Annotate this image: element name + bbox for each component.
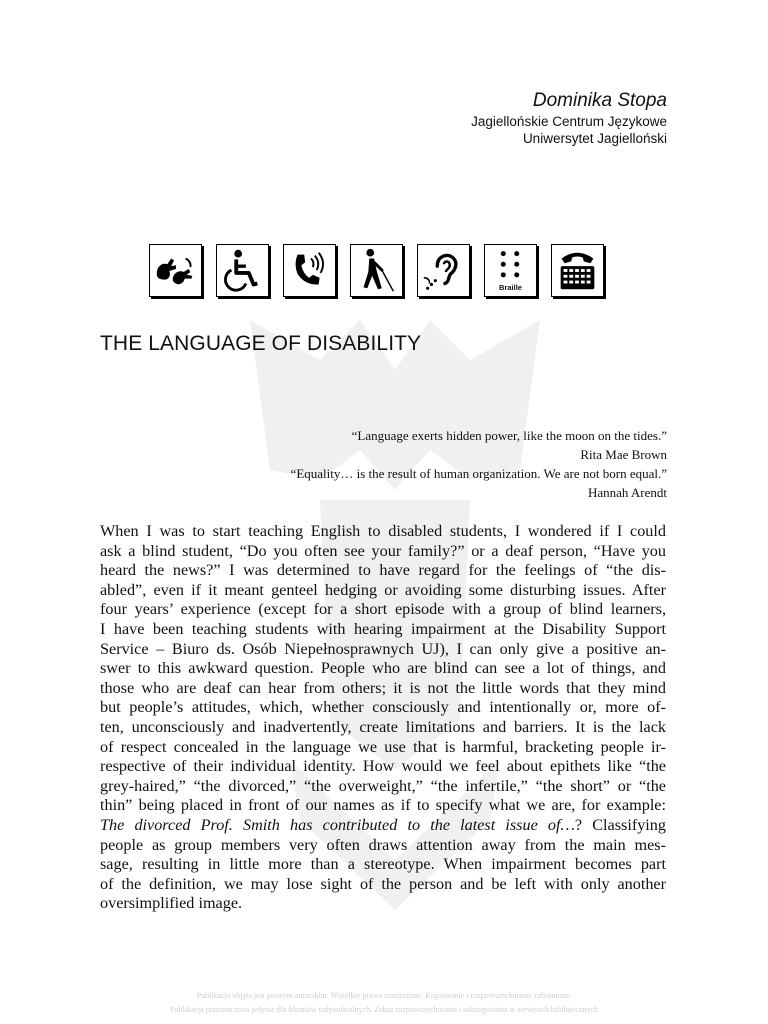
body-line: abled”, even if it meant genteel hedging or avoiding some disturbing issues. After [100, 580, 666, 599]
author-name: Dominika Stopa [532, 90, 667, 111]
epigraph-quote-1: “Language exerts hidden power, like the moon on the tides.” [351, 428, 667, 443]
body-line-last: oversimplified image. [100, 894, 243, 913]
author-block [471, 89, 667, 147]
body-line: of the definition, we may lose sight of the person and be left with only another [100, 874, 666, 893]
body-paragraph [100, 522, 666, 914]
body-line: heard the news?” I was determined to have regard for the feelings of “the dis- [100, 561, 666, 580]
body-line: swer to this awkward question. People who are blind can see a lot of things, and [100, 659, 666, 678]
body-line: four years’ experience (except for a short episode with a group of blind learners, [100, 600, 666, 619]
blind-person-cane-icon [350, 244, 403, 297]
braille-icon [484, 244, 537, 297]
body-line: people as group members very often draws attention away from the main mes- [100, 835, 666, 854]
sign-language-icon [149, 244, 202, 297]
body-line: of respect concealed in the language we use that is harmful, bracketing people ir- [100, 737, 666, 756]
body-line: Service – Biuro ds. Osób Niepełnosprawnych UJ), I can only give a positive an- [100, 639, 666, 658]
body-line: those who are deaf can hear from others; it is not the little words that they mind [100, 678, 666, 697]
epigraph-quote-2: “Equality… is the result of human organization. We are not born equal.” [290, 466, 667, 481]
affiliation-university: Uniwersytet Jagielloński [522, 131, 667, 146]
body-line: ask a blind student, “Do you often see your family?” or a deaf person, “Have you [100, 541, 666, 560]
epigraphs [291, 426, 667, 502]
epigraph-author-1: Rita Mae Brown [580, 447, 667, 462]
accessibility-icon-row [149, 244, 603, 300]
body-line-rest: ? Classifying [574, 815, 666, 834]
copyright-notice-1: Publikacja objęta jest prawem autorskim. Wszelkie prawa zastrzeżone. Kopiowanie i rozpowszechnianie zabronione. [196, 991, 572, 1000]
italic-example: The divorced Prof. Smith has contributed to the latest issue of… [100, 815, 575, 834]
volume-phone-icon [283, 244, 336, 297]
body-line: grey-haired,” “the divorced,” “the overweight,” “the infertile,” “the short” or “the [100, 776, 666, 795]
assistive-listening-icon [417, 244, 470, 297]
body-line: I have been teaching students with hearing impairment at the Disability Support [100, 619, 666, 638]
epigraph-author-2: Hannah Arendt [587, 485, 667, 500]
copyright-notice-2: Publikacja przeznaczona jedynie dla klientów indywidualnych. Zakaz rozpowszechniania i udostępniania w serwisach bibliotecznych [169, 1005, 599, 1014]
article-title: THE LANGUAGE OF DISABILITY [100, 332, 422, 355]
braille-label: Braille [499, 283, 522, 292]
tty-icon [551, 244, 604, 297]
body-line: thin” being placed in front of our names as if to specify what we are, for example: [100, 796, 666, 815]
wheelchair-icon [216, 244, 269, 297]
body-line: sage, resulting in little more than a stereotype. When impairment becomes part [100, 855, 666, 874]
body-line-with-italic [100, 816, 666, 836]
affiliation-center: Jagiellońskie Centrum Językowe [471, 114, 667, 129]
body-line: respective of their individual identity. How would we feel about epithets like “the [100, 757, 666, 776]
body-line: but people’s attitudes, which, whether consciously and intentionally or, more of- [100, 698, 666, 717]
body-line: ten, unconsciously and inadvertently, create limitations and barriers. It is the lack [100, 717, 666, 736]
body-line: When I was to start teaching English to disabled students, I wondered if I could [100, 522, 666, 540]
